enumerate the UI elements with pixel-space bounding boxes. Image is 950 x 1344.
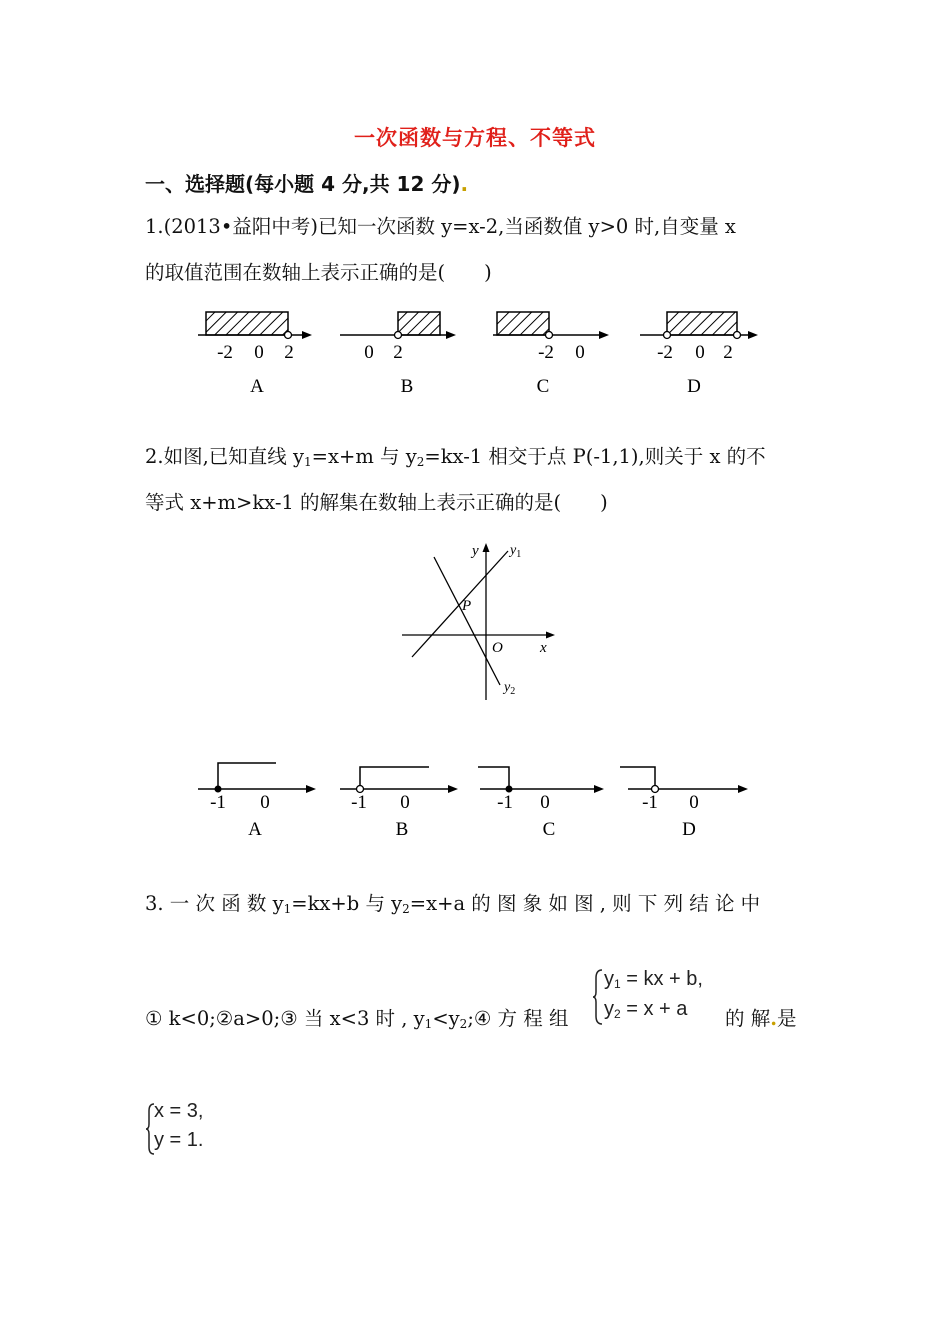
q2-option-a[interactable] <box>198 763 316 840</box>
q1-line1: 1.(2013•益阳中考)已知一次函数 y=x-2,当函数值 y>0 时,自变量 x <box>145 215 736 238</box>
q2d-tick: -1 <box>642 792 658 813</box>
q1d-tick: -2 <box>657 342 673 363</box>
q3-line1-a: 3. 一 次 函 数 y <box>145 892 284 915</box>
q3-answer-x: x = 3, <box>154 1100 204 1122</box>
q1a-tick: 2 <box>284 342 294 363</box>
q3-answer-y: y = 1. <box>154 1129 204 1151</box>
graph-origin-label: O <box>492 640 503 656</box>
q2d-tick: 0 <box>689 792 699 813</box>
q3-line1-b: =kx+b 与 y <box>291 892 403 915</box>
graph-y1-label: $y_1$ <box>510 543 522 560</box>
q2-option-c-label: C <box>542 819 556 840</box>
section-heading-text: 一、选择题(每小题 4 分,共 12 分) <box>145 172 461 196</box>
q3-line2 <box>145 1003 568 1031</box>
q2-option-b[interactable] <box>340 767 458 840</box>
q2-line2: 等式 x+m>kx-1 的解集在数轴上表示正确的是( ) <box>145 491 608 514</box>
q2-line1-c: =kx-1 相交于点 P(-1,1),则关于 x 的不 <box>424 445 766 468</box>
q3-sub2: 2 <box>402 902 410 916</box>
q3-line2-c: ;④ 方 程 组 <box>467 1007 569 1030</box>
q1c-tick: -2 <box>538 342 554 363</box>
q2c-tick: -1 <box>497 792 513 813</box>
q2b-tick: 0 <box>400 792 410 813</box>
q1-option-b[interactable] <box>340 312 456 397</box>
q1-option-d[interactable] <box>640 312 758 397</box>
q1-option-a-label: A <box>250 376 264 397</box>
graph-x-label: x <box>540 640 547 656</box>
graph-p-label: P <box>462 598 472 614</box>
q1-line2: 的取值范围在数轴上表示正确的是( ) <box>145 261 492 284</box>
q1-number-lines <box>0 300 950 410</box>
q2-line1-a: 2.如图,已知直线 y <box>145 445 305 468</box>
q1d-tick: 0 <box>695 342 705 363</box>
q3-answer-system <box>145 1100 255 1158</box>
q2-graph <box>390 535 570 705</box>
q2-option-d-label: D <box>682 819 696 840</box>
q3-line2-b: <y <box>432 1007 460 1030</box>
q1a-tick: -2 <box>217 342 233 363</box>
q3-line2-tail <box>725 1003 797 1031</box>
q3-line2-dot: . <box>770 1007 777 1030</box>
q3-line1-c: =x+a 的 图 象 如 图 , 则 下 列 结 论 中 <box>409 892 761 915</box>
q1b-tick: 2 <box>393 342 403 363</box>
q3-line2-a: ① k<0;②a>0;③ 当 x<3 时 , y <box>145 1007 425 1030</box>
q1-option-c[interactable] <box>493 312 609 397</box>
page-title: 一次函数与方程、不等式 <box>354 126 596 150</box>
q2-sub2: 2 <box>416 455 425 469</box>
q2-number-lines <box>0 755 950 845</box>
q3-line2-e: 是 <box>777 1007 797 1030</box>
q2a-tick: -1 <box>210 792 226 813</box>
q2b-tick: -1 <box>351 792 367 813</box>
graph-y-label: y <box>472 543 479 559</box>
q1b-tick: 0 <box>364 342 374 363</box>
q3-l2sub1: 1 <box>424 1017 433 1031</box>
q2-line1-b: =x+m 与 y <box>311 445 417 468</box>
q2-sub1: 1 <box>304 455 312 469</box>
section-heading <box>145 168 468 197</box>
q1-option-a[interactable] <box>198 312 312 397</box>
q3-sub1: 1 <box>283 902 292 916</box>
q1c-tick: 0 <box>575 342 585 363</box>
q3-l2sub2: 2 <box>459 1017 468 1031</box>
q2-option-b-label: B <box>395 819 409 840</box>
q2-line1 <box>145 441 766 469</box>
q1-option-b-label: B <box>400 376 414 397</box>
section-heading-dot: . <box>460 172 469 196</box>
graph-y2-label: $y_2$ <box>504 680 516 697</box>
q3-sys-eq2: $y_2 = x + a$ <box>604 998 688 1021</box>
q1-option-d-label: D <box>687 376 701 397</box>
q2-option-a-label: A <box>248 819 262 840</box>
q3-sys-eq1: $y_1$ = kx + b, <box>604 968 703 991</box>
q3-line1 <box>145 888 760 916</box>
q2a-tick: 0 <box>260 792 270 813</box>
q1a-tick: 0 <box>254 342 264 363</box>
q1-option-c-label: C <box>536 376 550 397</box>
q2c-tick: 0 <box>540 792 550 813</box>
q1d-tick: 2 <box>723 342 733 363</box>
brace-icon <box>592 968 604 1026</box>
q3-line2-d: 的 解 <box>725 1007 771 1030</box>
q2-option-d[interactable] <box>620 767 748 840</box>
q2-option-c[interactable] <box>478 767 604 840</box>
q3-equation-system <box>592 968 722 1028</box>
